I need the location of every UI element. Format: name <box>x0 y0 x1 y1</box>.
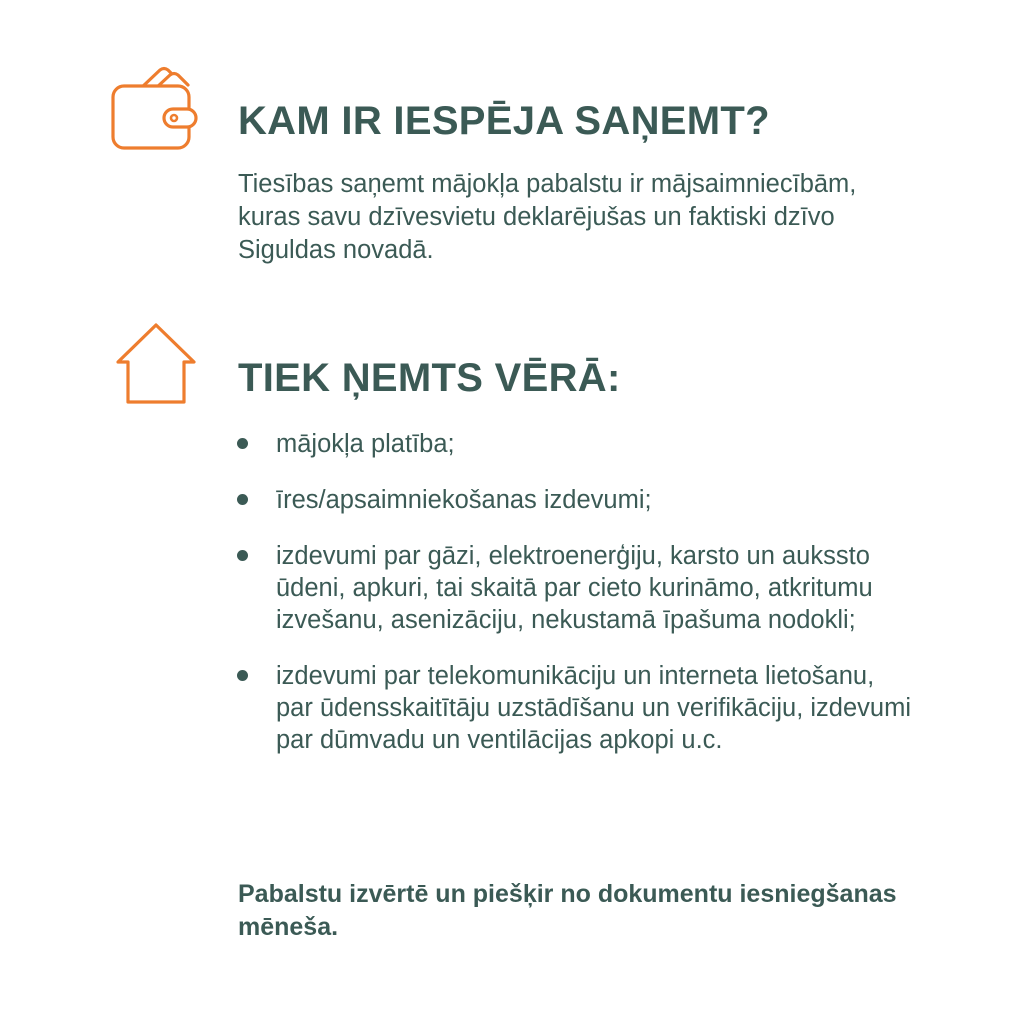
house-icon <box>112 320 200 408</box>
criteria-list <box>234 428 914 780</box>
bullet-icon <box>237 550 248 561</box>
bullet-icon <box>237 670 248 681</box>
bullet-icon <box>237 494 248 505</box>
wallet-icon <box>108 64 202 154</box>
eligibility-heading: KAM IR IESPĒJA SAŅEMT? <box>238 99 770 143</box>
list-item-text: izdevumi par gāzi, elektroenerģiju, karsto un aukssto ūdeni, apkuri, tai skaitā par cieto kurināmo, atkritumu izvešanu, asenizāciju, nekustamā īpašuma nodokli; <box>276 542 873 634</box>
eligibility-text: Tiesības saņemt mājokļa pabalstu ir mājsaimniecībām, kuras savu dzīvesvietu deklarējušas un faktiski dzīvo Siguldas novadā. <box>238 170 857 264</box>
list-item <box>234 484 914 516</box>
list-item <box>234 428 914 460</box>
list-item-text: izdevumi par telekomunikāciju un interneta lietošanu, par ūdensskaitītāju uzstādīšanu un verifikāciju, izdevumi par dūmvadu un ventilācijas apkopi u.c. <box>276 662 911 754</box>
list-item <box>234 660 914 756</box>
list-item-text: mājokļa platība; <box>276 430 455 458</box>
list-item-text: īres/apsaimniekošanas izdevumi; <box>276 486 652 514</box>
list-item <box>234 540 914 636</box>
criteria-heading: TIEK ŅEMTS VĒRĀ: <box>238 356 621 400</box>
footer-note: Pabalstu izvērtē un piešķir no dokumentu iesniegšanas mēneša. <box>238 880 897 941</box>
bullet-icon <box>237 438 248 449</box>
